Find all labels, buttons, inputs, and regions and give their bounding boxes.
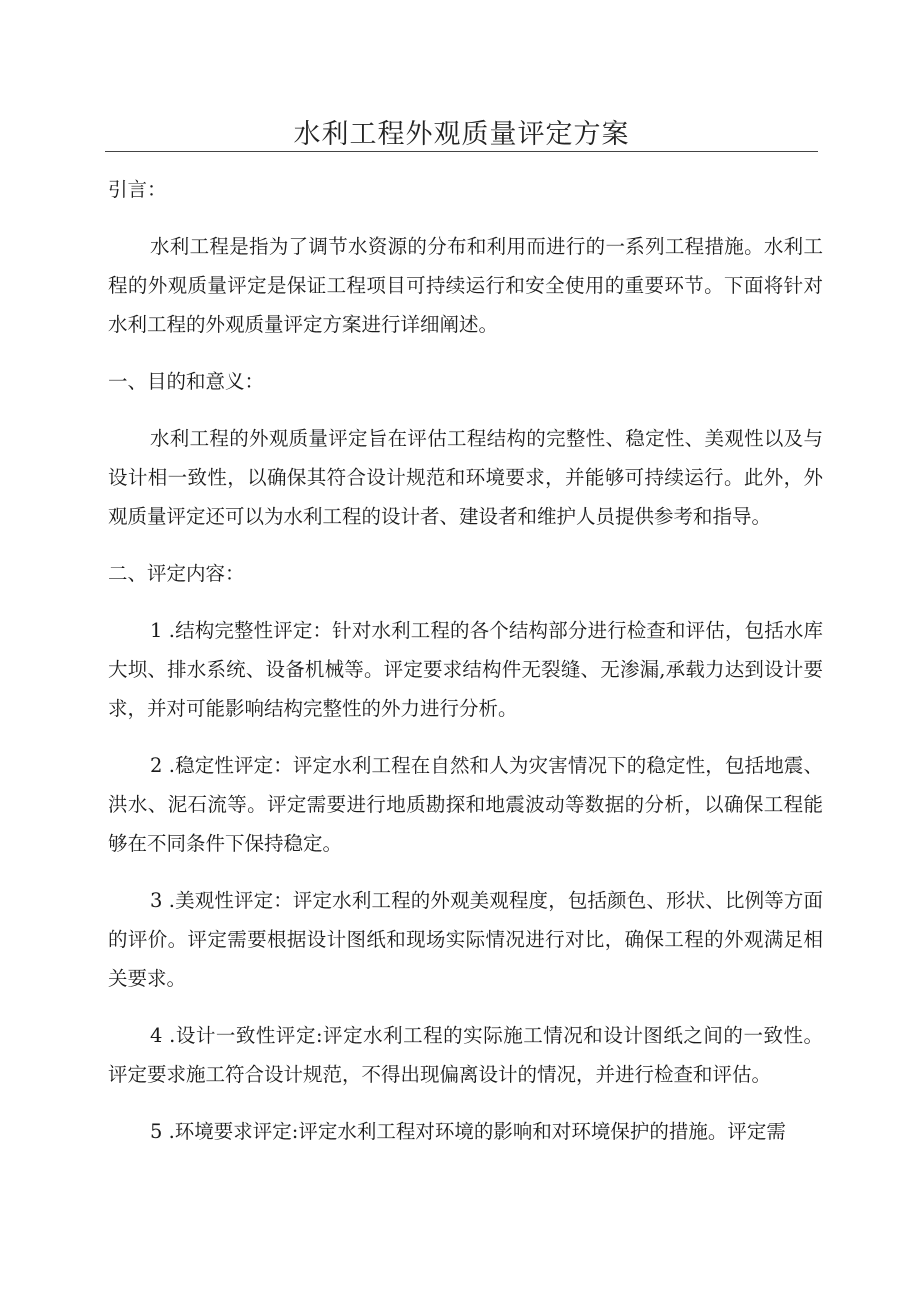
section-heading-content: 二、评定内容：	[108, 562, 245, 585]
list-item: 5 .环境要求评定:评定水利工程对环境的影响和对环境保护的措施。评定需	[150, 1120, 786, 1143]
intro-paragraph: 水利工程是指为了调节水资源的分布和利用而进行的一系列工程措施。水利工程的外观质量评定是保证工程项目可持续运行和安全使用的重要环节。下面将针对水利工程的外观质量评定方案进行详细阐述。	[108, 235, 823, 336]
purpose-paragraph: 水利工程的外观质量评定旨在评估工程结构的完整性、稳定性、美观性以及与设计相一致性，以确保其符合设计规范和环境要求，并能够可持续运行。此外，外观质量评定还可以为水利工程的设计者、建设者和维护人员提供参考和指导。	[108, 427, 823, 528]
intro-label: 引言：	[108, 178, 167, 201]
section-heading-purpose: 一、目的和意义：	[108, 370, 265, 393]
title-divider	[105, 151, 818, 152]
document-title: 水利工程外观质量评定方案	[293, 119, 630, 150]
list-item: 2 .稳定性评定：评定水利工程在自然和人为灾害情况下的稳定性，包括地震、洪水、泥石流等。评定需要进行地质勘探和地震波动等数据的分析，以确保工程能够在不同条件下保持稳定。	[108, 754, 823, 855]
list-item: 4 .设计一致性评定:评定水利工程的实际施工情况和设计图纸之间的一致性。评定要求施工符合设计规范，不得出现偏离设计的情况，并进行检查和评估。	[108, 1024, 823, 1086]
document-body	[108, 170, 823, 1169]
list-item: 3 .美观性评定：评定水利工程的外观美观程度，包括颜色、形状、比例等方面的评价。评定需要根据设计图纸和现场实际情况进行对比，确保工程的外观满足相关要求。	[108, 889, 823, 990]
list-item: 1 .结构完整性评定：针对水利工程的各个结构部分进行检查和评估，包括水库大坝、排水系统、设备机械等。评定要求结构件无裂缝、无渗漏,承载力达到设计要求，并对可能影响结构完整性的外力进行分析。	[108, 619, 823, 720]
